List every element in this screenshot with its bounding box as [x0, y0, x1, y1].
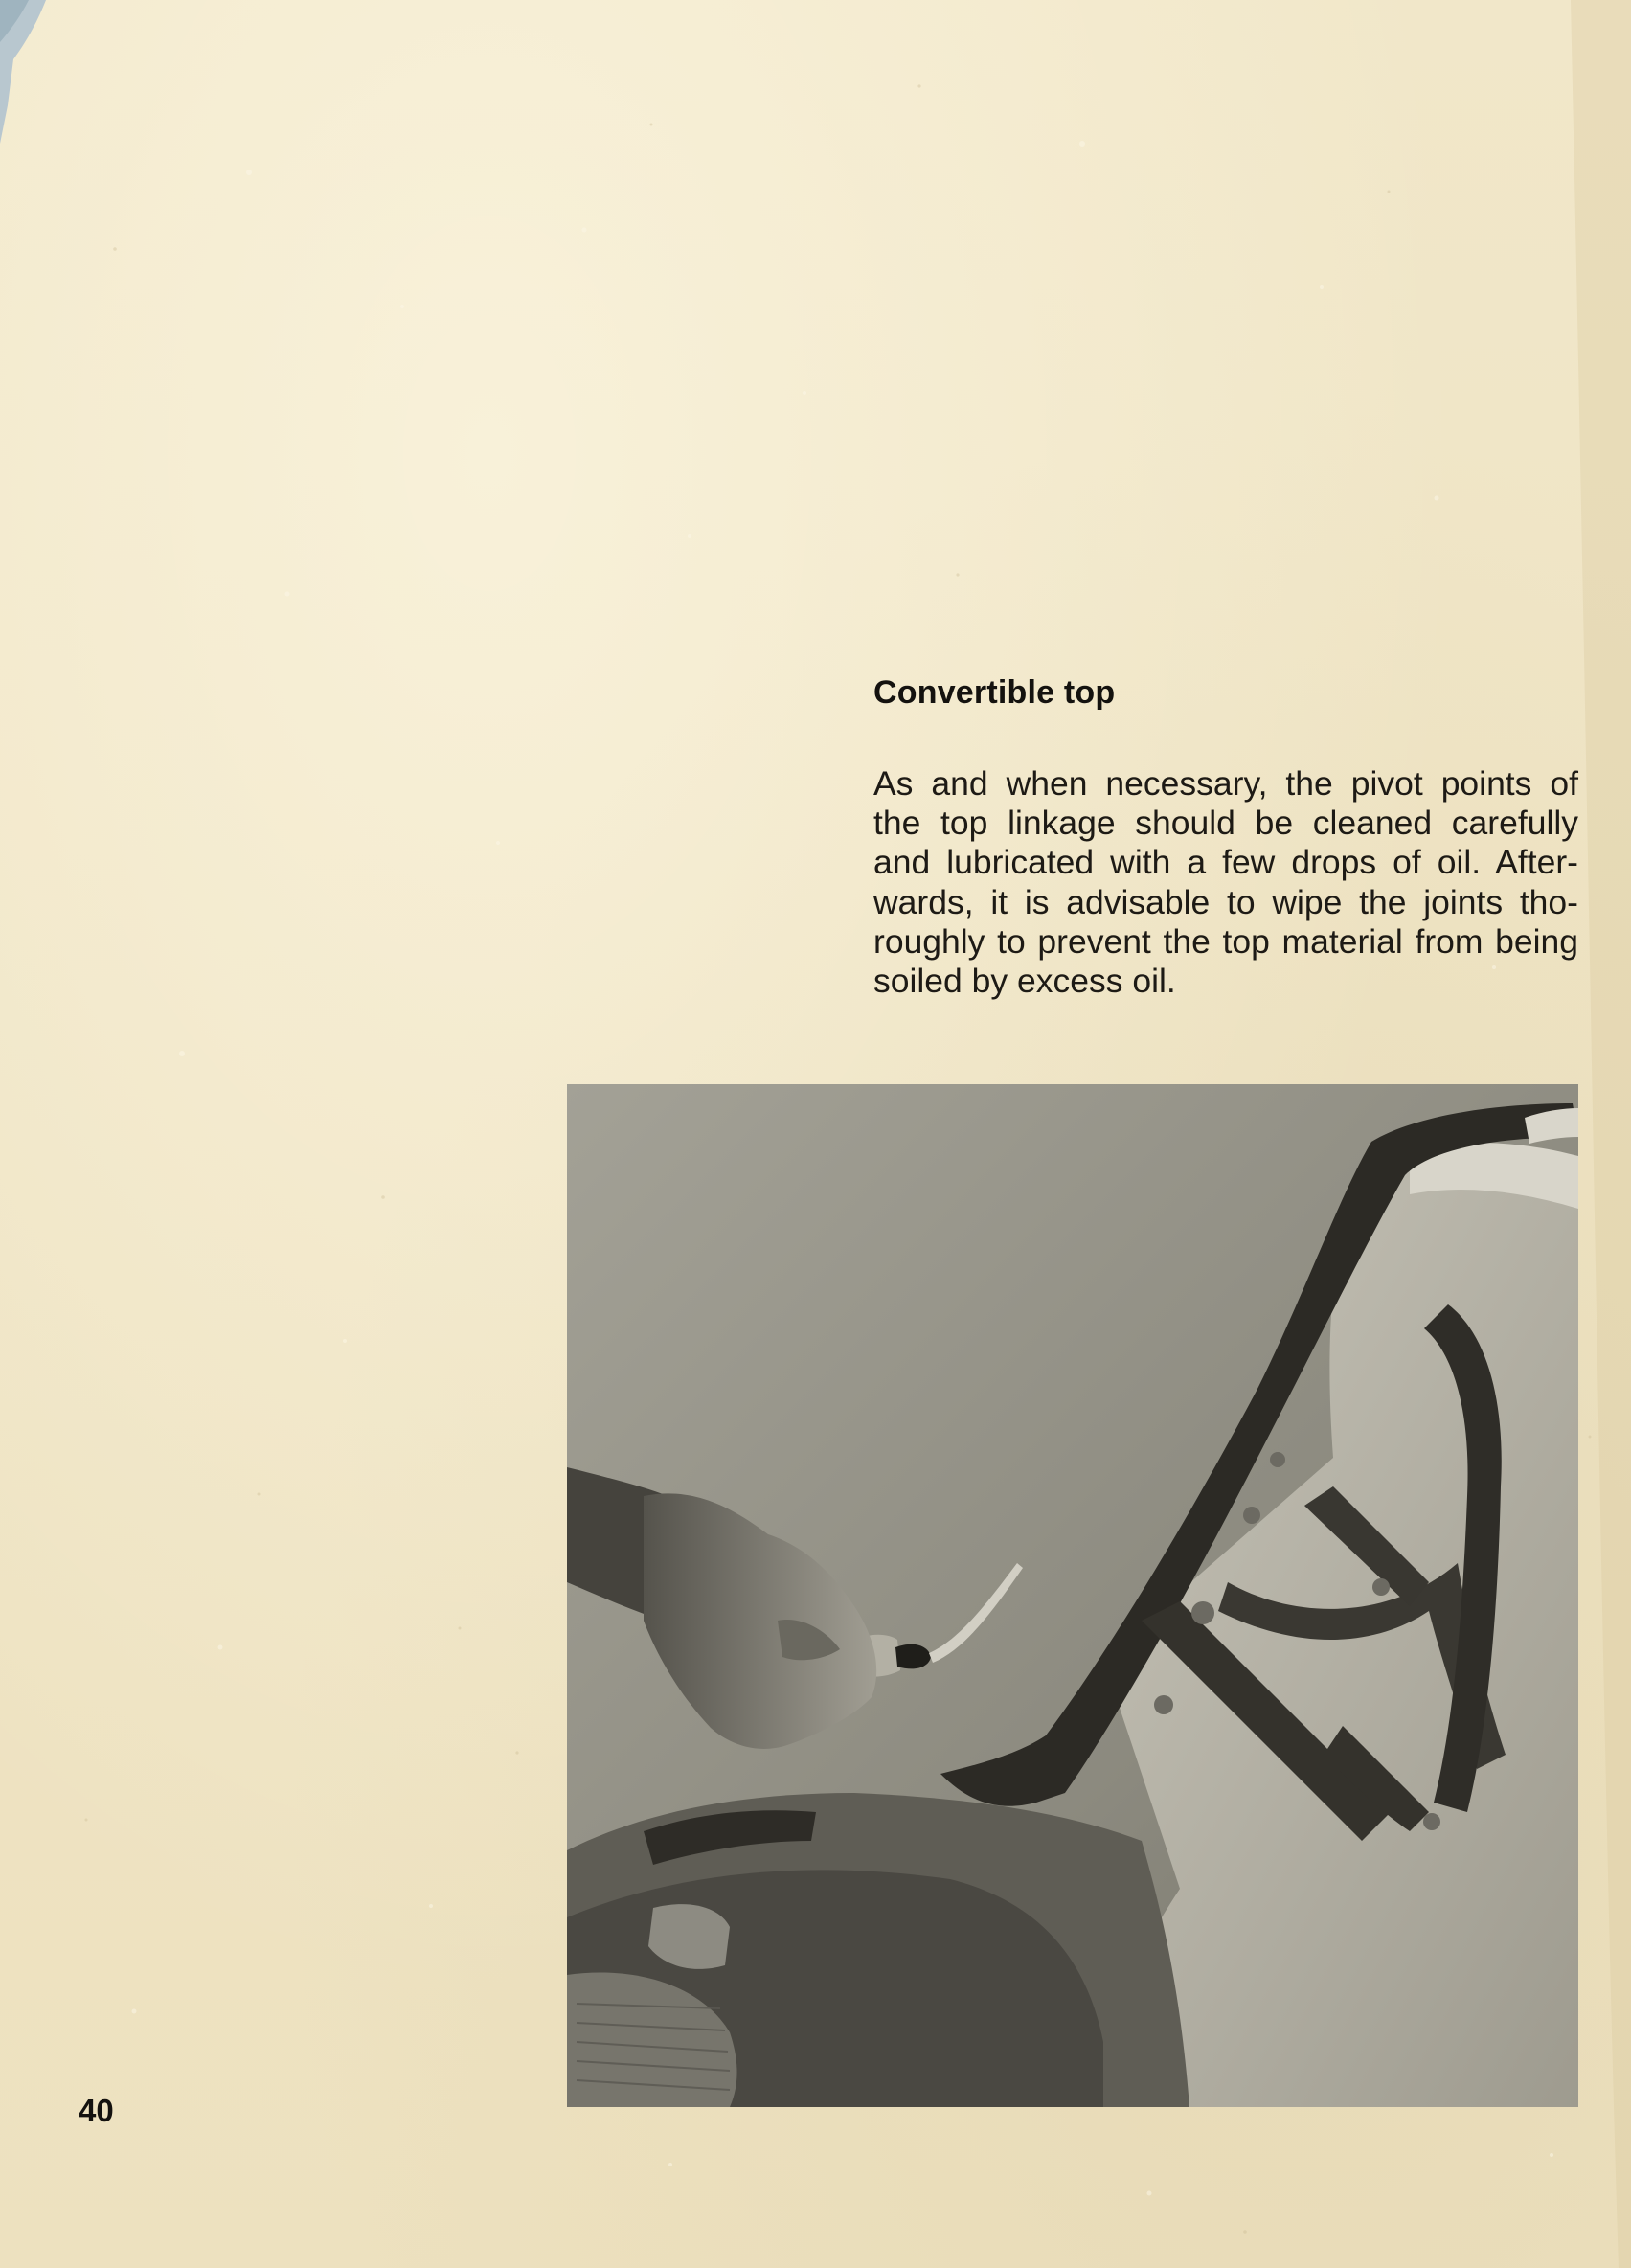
body-line: wards, it is advisable to wipe the joints tho- [873, 882, 1578, 921]
body-line: roughly to prevent the top material from being [873, 921, 1578, 961]
convertible-top-linkage-photo [567, 1084, 1578, 2107]
page-number: 40 [79, 2093, 114, 2128]
body-line: soiled by excess oil. [873, 962, 1176, 1001]
body-paragraph [873, 764, 1578, 1001]
corner-color-tab [0, 0, 67, 144]
body-line: the top linkage should be cleaned carefully [873, 804, 1578, 843]
section-heading: Convertible top [873, 674, 1116, 711]
body-line: and lubricated with a few drops of oil. After- [873, 843, 1578, 882]
body-line: As and when necessary, the pivot points of [873, 764, 1578, 803]
